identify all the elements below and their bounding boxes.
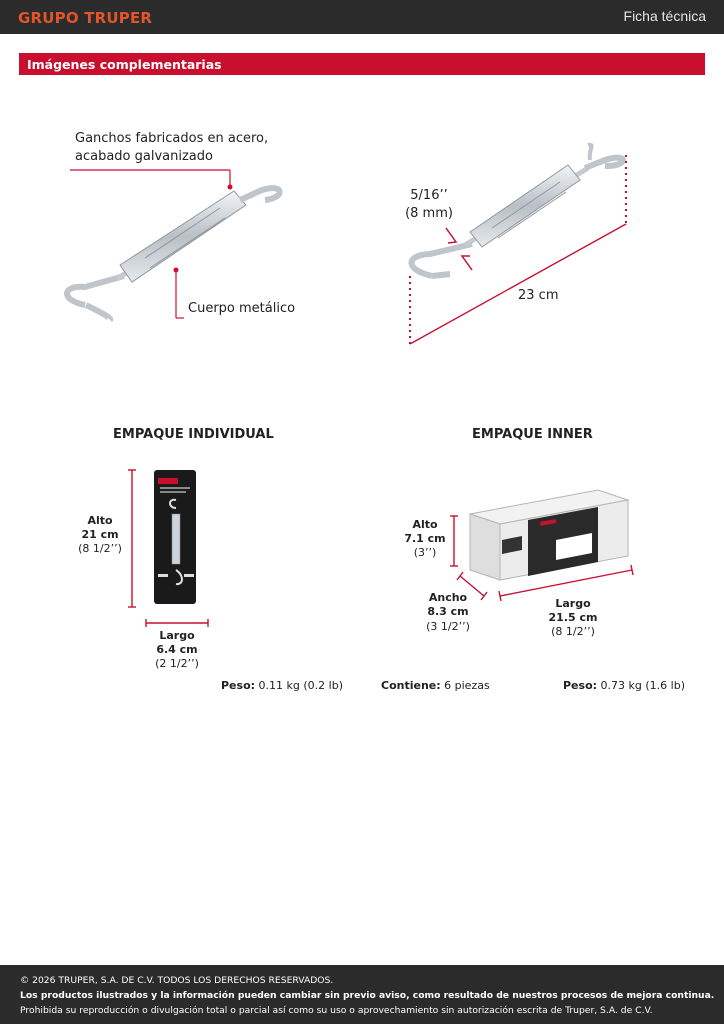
inner-contents: Contiene: 6 piezas	[381, 679, 490, 692]
footer	[0, 965, 724, 1024]
diameter-mm: (8 mm)	[405, 206, 453, 221]
individual-weight: Peso: 0.11 kg (0.2 lb)	[221, 679, 343, 692]
inner-package-title: EMPAQUE INNER	[472, 427, 593, 442]
length-label: 23 cm	[518, 288, 559, 303]
hooks-callout-line2: acabado galvanizado	[75, 149, 213, 164]
diameter-arrow-top	[446, 228, 456, 243]
diameter-arrow-bottom	[462, 256, 472, 270]
inner-width-cm: 8.3 cm	[427, 605, 469, 618]
individual-height-in: (8 1/2’’)	[78, 542, 122, 555]
document-type: Ficha técnica	[623, 8, 706, 24]
body-callout: Cuerpo metálico	[188, 301, 296, 316]
hooks-callout-line1: Ganchos fabricados en acero,	[75, 131, 269, 146]
diameter-inches: 5/16’’	[410, 188, 448, 203]
inner-box-image	[470, 490, 628, 580]
inner-height-label: Alto	[412, 518, 438, 531]
brand-logo: GRUPO TRUPER	[18, 9, 153, 27]
section-title: Imágenes complementarias	[27, 57, 222, 72]
inner-width-in: (3 1/2’’)	[426, 620, 470, 633]
inner-height-cm: 7.1 cm	[404, 532, 446, 545]
individual-package-title: EMPAQUE INDIVIDUAL	[113, 427, 274, 442]
inner-width-label: Ancho	[428, 591, 468, 604]
individual-length-in: (2 1/2’’)	[155, 657, 199, 670]
reproduction-notice: Prohibida su reproducción o divulgación total o parcial así como su uso o aprovechamiento sin autorización escrita de Truper, S.A. de C.V.	[20, 1005, 653, 1016]
individual-length-label: Largo	[159, 629, 195, 642]
copyright-text: © 2026 TRUPER, S.A. DE C.V. TODOS LOS DERECHOS RESERVADOS.	[20, 975, 334, 986]
inner-length-in: (8 1/2’’)	[551, 625, 595, 638]
individual-length-cm: 6.4 cm	[156, 643, 198, 656]
individual-height-cm: 21 cm	[81, 528, 119, 541]
inner-length-label: Largo	[555, 597, 591, 610]
individual-package-image	[154, 470, 196, 604]
length-dimension-line	[410, 224, 626, 344]
inner-length-cm: 21.5 cm	[548, 611, 598, 624]
disclaimer-text: Los productos ilustrados y la información pueden cambiar sin previo aviso, como resultado de nuestros procesos de mejora continua.	[20, 990, 715, 1001]
inner-height-in: (3’’)	[413, 546, 437, 559]
individual-height-label: Alto	[87, 514, 113, 527]
inner-weight: Peso: 0.73 kg (1.6 lb)	[563, 679, 685, 692]
